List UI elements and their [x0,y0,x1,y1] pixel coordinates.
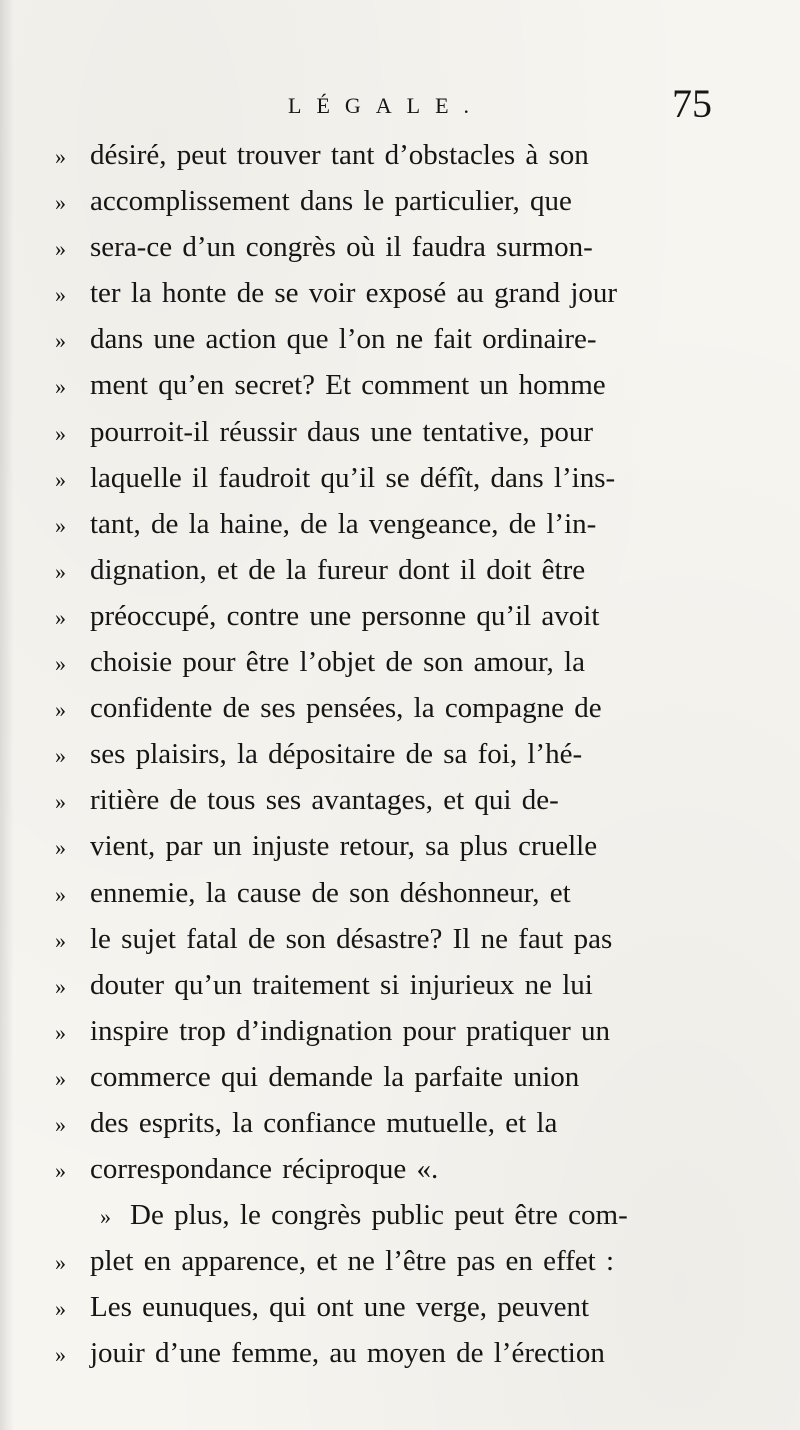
text-line [0,455,800,501]
line-text: ritière de tous ses avantages, et qui de- [90,784,559,817]
text-line [0,1284,800,1330]
line-text: sera-ce d’un congrès où il faudra surmon- [90,231,593,264]
page-header [0,81,800,126]
quote-mark: » [55,190,66,216]
quote-mark: » [55,512,66,538]
line-text: ter la honte de se voir exposé au grand jour [90,277,618,310]
line-text: laquelle il faudroit qu’il se défît, dans l’ins- [90,461,616,494]
quote-mark: » [55,835,66,861]
line-text: des esprits, la confiance mutuelle, et la [90,1106,558,1139]
body-text [0,132,800,1377]
page-number: 75 [672,81,712,126]
quote-mark: » [100,1204,111,1230]
line-text: ses plaisirs, la dépositaire de sa foi, l’hé- [90,738,583,771]
text-line [0,731,800,777]
quote-mark: » [55,420,66,446]
line-text: choisie pour être l’objet de son amour, la [90,646,585,679]
text-line [0,823,800,869]
text-line [0,501,800,547]
text-line [0,316,800,362]
quote-mark: » [55,604,66,630]
text-line [0,1054,800,1100]
quote-mark: » [55,651,66,677]
text-line [0,593,800,639]
text-line [0,178,800,224]
line-text: désiré, peut trouver tant d’obstacles à son [90,139,589,171]
quote-mark: » [55,1342,66,1368]
quote-mark: » [55,374,66,400]
running-title: LÉGALE. [288,93,485,118]
text-line [0,1008,800,1054]
text-line [0,639,800,685]
quote-mark: » [55,789,66,815]
text-line [0,1238,800,1284]
line-text: ennemie, la cause de son déshonneur, et [90,876,571,909]
quote-mark: » [55,1250,66,1276]
text-line [0,870,800,916]
quote-mark: » [55,973,66,999]
text-line [0,1192,800,1238]
line-text: pourroit-il réussir daus une tentative, pour [90,415,594,448]
line-text: confidente de ses pensées, la compagne de [90,692,602,725]
line-text: plet en apparence, et ne l’être pas en effet : [90,1245,615,1278]
text-line [0,132,800,178]
quote-mark: » [55,1019,66,1045]
line-text: commerce qui demande la parfaite union [90,1060,580,1093]
quote-mark: » [55,236,66,262]
line-text: dignation, et de la fureur dont il doit être [90,553,586,586]
quote-mark: » [55,466,66,492]
line-text: Les eunuques, qui ont une verge, peuvent [90,1291,590,1324]
line-text: correspondance réciproque «. [90,1153,439,1186]
line-text: accomplissement dans le particulier, que [90,185,572,218]
quote-mark: » [55,697,66,723]
text-line [0,1100,800,1146]
line-text: dans une action que l’on ne fait ordinaire- [90,323,597,356]
line-text: tant, de la haine, de la vengeance, de l’in- [90,507,597,540]
text-line [0,1330,800,1376]
quote-mark: » [55,743,66,769]
text-line [0,1146,800,1192]
line-text: douter qu’un traitement si injurieux ne lui [90,968,593,1001]
line-text: vient, par un injuste retour, sa plus cruelle [90,830,598,863]
text-line [0,224,800,270]
quote-mark: » [55,1111,66,1137]
quote-mark: » [55,881,66,907]
quote-mark: » [55,282,66,308]
quote-mark: » [55,558,66,584]
text-line [0,547,800,593]
quote-mark: » [55,328,66,354]
line-text: De plus, le congrès public peut être com- [130,1199,628,1232]
line-text: ment qu’en secret? Et comment un homme [90,369,606,402]
text-line [0,916,800,962]
text-line [0,777,800,823]
line-text: le sujet fatal de son désastre? Il ne faut pas [90,922,613,955]
text-line [0,685,800,731]
line-text: préoccupé, contre une personne qu’il avoit [90,599,600,632]
text-line [0,409,800,455]
quote-mark: » [55,1158,66,1184]
quote-mark: » [55,927,66,953]
text-line [0,962,800,1008]
quote-mark: » [55,1296,66,1322]
quote-mark: » [55,1065,66,1091]
line-text: inspire trop d’indignation pour pratiquer un [90,1014,610,1047]
line-text: jouir d’une femme, au moyen de l’érection [90,1337,605,1370]
text-line [0,362,800,408]
quote-mark: » [55,144,66,169]
text-line [0,270,800,316]
